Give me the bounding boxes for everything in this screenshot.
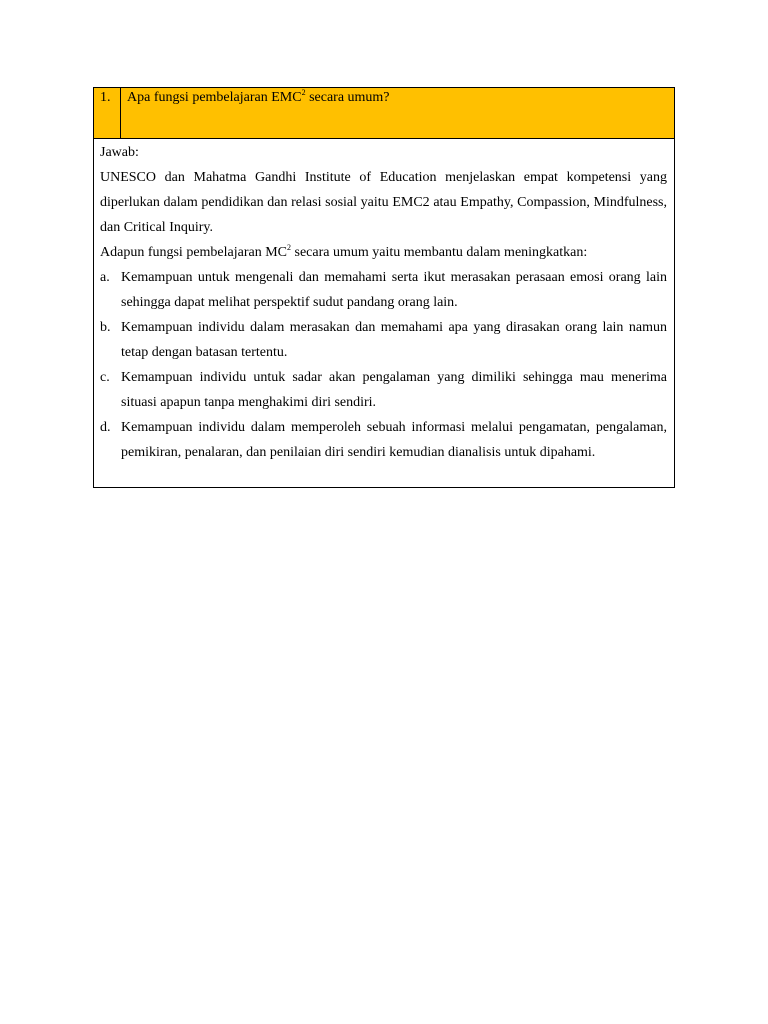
question-row — [94, 88, 674, 139]
question-answer-table — [93, 87, 675, 488]
question-text-end: secara umum? — [305, 90, 390, 105]
question-number: 1. — [94, 88, 121, 138]
list-marker: d. — [100, 420, 111, 435]
answer-label: Jawab: — [100, 145, 139, 160]
question-superscript: 2 — [301, 88, 306, 97]
answer-lead-end: secara umum yaitu membantu dalam meningkatkan: — [291, 245, 588, 260]
list-item-text: Kemampuan untuk mengenali dan memahami serta ikut merasakan perasaan emosi orang lain sehingga dapat melihat perspektif sudut pandang orang lain. — [121, 270, 667, 310]
list-item — [100, 265, 667, 315]
list-marker: b. — [100, 320, 111, 335]
answer-list — [100, 265, 667, 465]
question-text-main: Apa fungsi pembelajaran EMC — [127, 90, 302, 105]
list-marker: a. — [100, 270, 110, 285]
list-item-text: Kemampuan individu untuk sadar akan pengalaman yang dimiliki sehingga mau menerima situasi apapun tanpa menghakimi diri sendiri. — [121, 370, 667, 410]
answer-lead-main: Adapun fungsi pembelajaran MC — [100, 245, 288, 260]
question-text — [121, 88, 674, 138]
list-item-text: Kemampuan individu dalam merasakan dan memahami apa yang dirasakan orang lain namun tetap dengan batasan tertentu. — [121, 320, 667, 360]
answer-lead-superscript: 2 — [287, 243, 292, 252]
list-item-text: Kemampuan individu dalam memperoleh sebuah informasi melalui pengamatan, pengalaman, pemikiran, penalaran, dan penilaian diri sendiri kemudian dianalisis untuk dipahami. — [121, 420, 667, 460]
answer-lead — [100, 240, 667, 265]
list-item — [100, 315, 667, 365]
list-item — [100, 365, 667, 415]
list-marker: c. — [100, 370, 110, 385]
answer-intro: UNESCO dan Mahatma Gandhi Institute of Education menjelaskan empat kompetensi yang diperlukan dalam pendidikan dan relasi sosial yaitu EMC2 atau Empathy, Compassion, Mindfulness, dan Critical Inquiry. — [100, 170, 667, 235]
answer-cell — [94, 139, 674, 487]
list-item — [100, 415, 667, 465]
